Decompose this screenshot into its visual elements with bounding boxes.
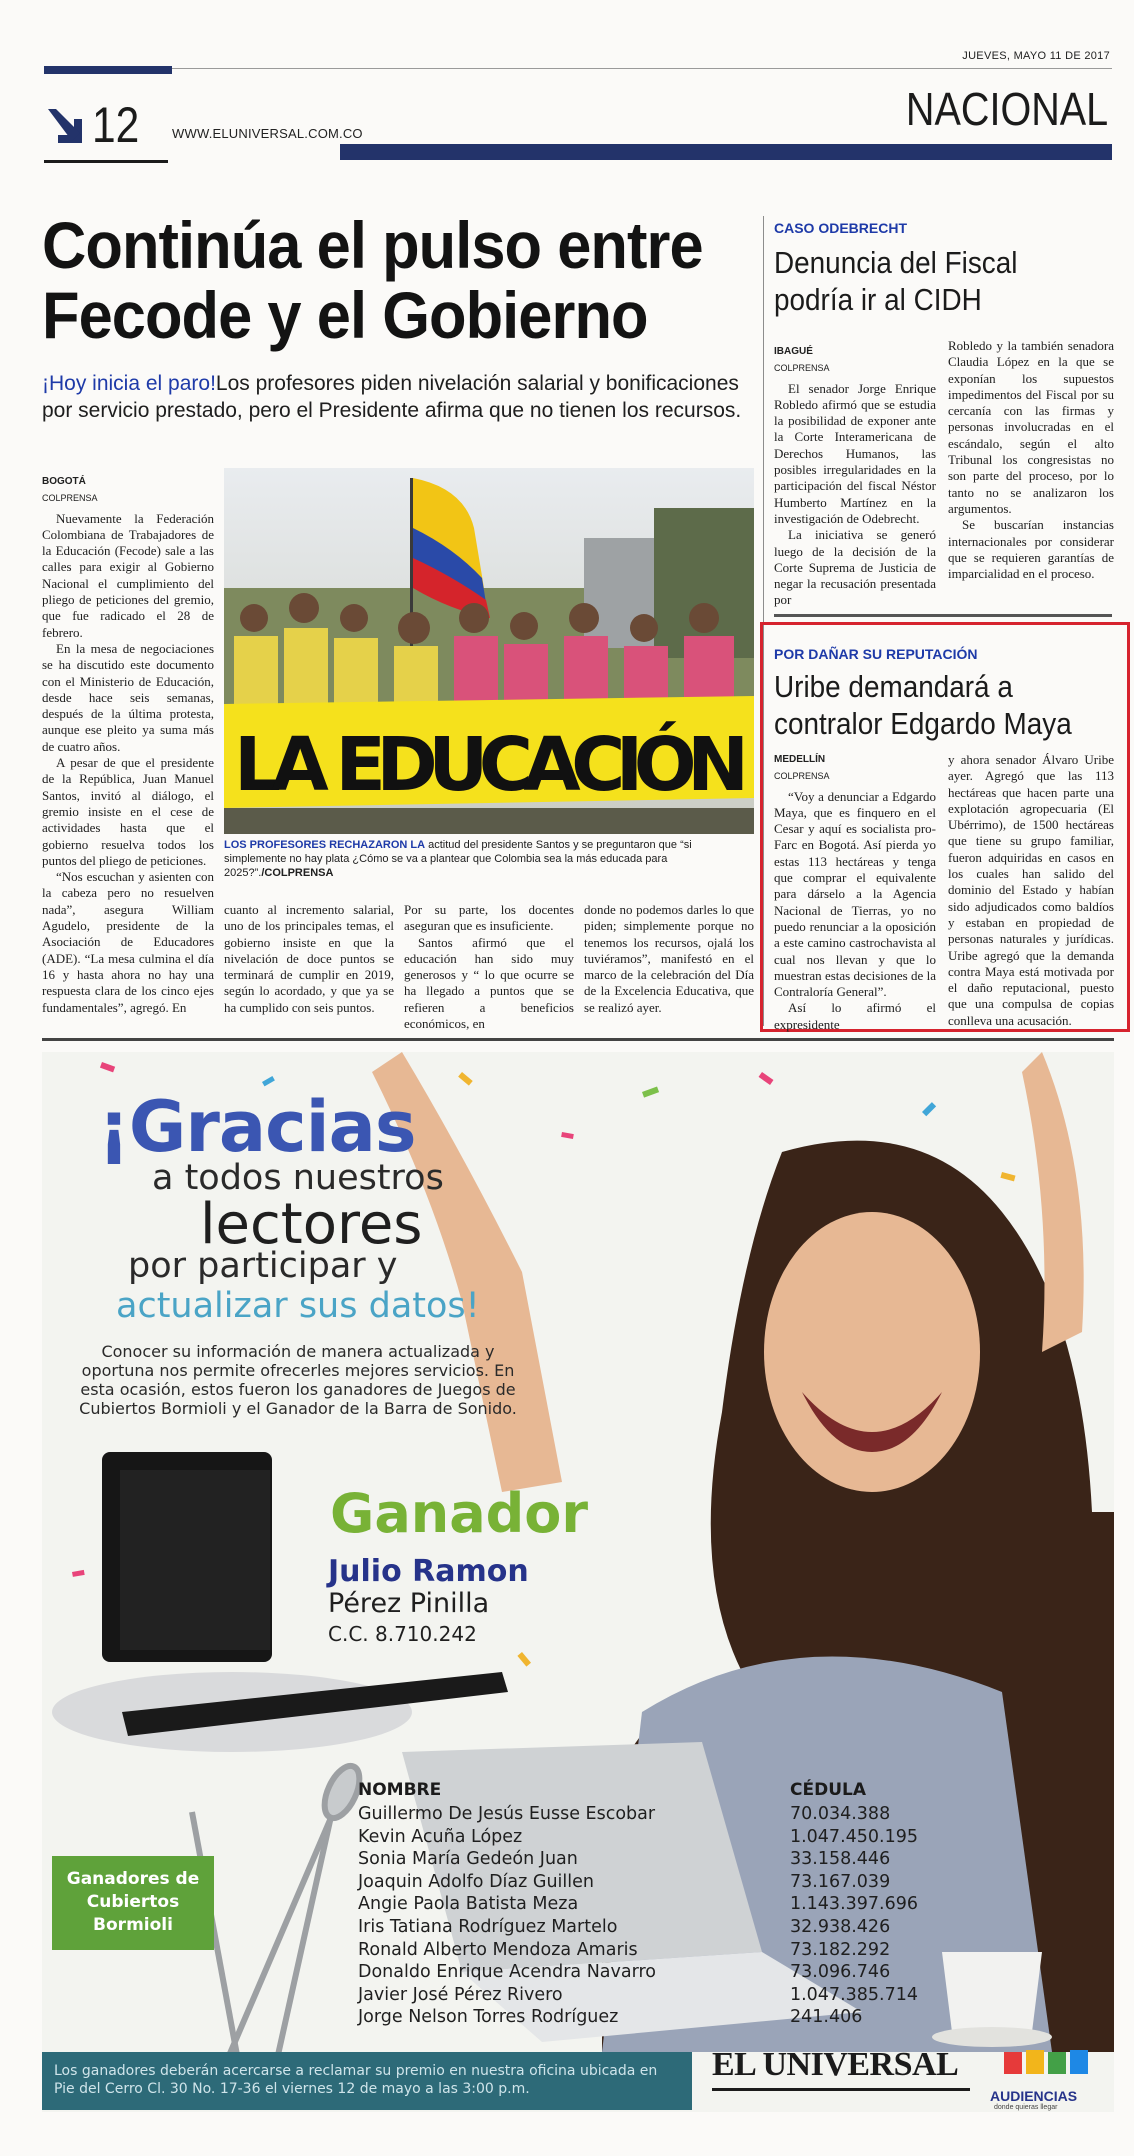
side1-kicker: CASO ODEBRECHT xyxy=(774,220,908,236)
winner-row-id: 1.047.385.714 xyxy=(789,1984,918,2005)
main-paragraph: “Nos escuchan y asienten con la cabeza pero no resuelven nada”, asegura William Agudelo, presidente de la Asociación de Educadores (ADE). “La mesa culmina el día 16 y hasta ahora no hay una respuesta clara de los cinco ejes fundamentales”, agregó. En xyxy=(42,869,214,1015)
site-url-link[interactable]: WWW.ELUNIVERSAL.COM.CO xyxy=(172,126,363,141)
ad-separator-rule xyxy=(42,1038,1114,1041)
winner-row-id: 33.158.446 xyxy=(790,1849,891,1870)
side1-paragraph: El senador Jorge Enrique Robledo afirmó que se estudia la posibilidad de exponer ante la Corte Interamericana de Derechos Humanos, las posibles irregularidades en la participación del fiscal Néstor Humberto Martínez en la investigación de Odebrecht. xyxy=(774,380,936,526)
main-column-1 xyxy=(42,474,214,1016)
el-universal-logo: EL UNIVERSAL xyxy=(712,2046,959,2083)
caption-text: actitud del presidente Santos y se preguntaron que “si simplemente no hay plata ¿Cómo se va a plantear que Colombia sea la más educada para 2025?”. xyxy=(224,839,692,879)
ad-line-3: por participar y xyxy=(128,1246,398,1286)
table-row xyxy=(358,1826,918,1849)
ad-gracias-title: ¡Gracias xyxy=(98,1086,416,1168)
logo-underline xyxy=(712,2088,970,2091)
main-column-4 xyxy=(584,902,754,1016)
header-blue-bar xyxy=(340,144,1112,160)
main-agency: COLPRENSA xyxy=(42,493,98,504)
winner-row-id: 1.143.397.696 xyxy=(789,1894,918,1915)
side1-paragraph: Se buscarían instancias internacionales por considerar que se requieren garantías de imparcialidad en el proceso. xyxy=(948,517,1114,582)
cutlery-winners-badge: Ganadores de Cubiertos Bormioli xyxy=(52,1856,214,1950)
table-row xyxy=(358,1939,918,1962)
sponsor-name: AUDIENCIAS xyxy=(990,2088,1078,2104)
table-header-id: CÉDULA xyxy=(790,1780,866,1800)
winner-row-name: Javier José Pérez Rivero xyxy=(358,1984,563,2005)
coffee-cup-illustration xyxy=(932,1952,1052,2047)
side1-paragraph: Robledo y la también senadora Claudia López en la que se exponían los supuestos impedimentos del Fiscal por su cercanía con las firmas y personas involucradas en el escándalo, según el alto Tribunal los congresistas no son parte del proceso, por lo tanto no se analizaron los argumentos. xyxy=(948,338,1114,516)
ad-line-1: a todos nuestros xyxy=(152,1158,444,1198)
winner-row-name: Jorge Nelson Torres Rodríguez xyxy=(358,2007,619,2028)
side2-headline: Uribe demandará a contralor Edgardo Maya xyxy=(774,669,1072,741)
winner-row-name: Sonia María Gedeón Juan xyxy=(358,1849,578,1870)
main-headline: Continúa el pulso entre Fecode y el Gobierno xyxy=(42,208,703,352)
winner-surname: Pérez Pinilla xyxy=(328,1588,490,1619)
winner-row-id: 73.182.292 xyxy=(790,1939,891,1960)
winner-row-name: Guillermo De Jesús Eusse Escobar xyxy=(358,1804,656,1824)
table-row xyxy=(358,1848,918,1871)
side2-paragraph: “Voy a denunciar a Edgardo Maya, que es finquero en el Cesar y aquí es socialista pro-Farc en Bogotá. Así pierda yo estas 113 hectáreas y tenga que comprar el equivalente para dárselo a la Agencia Nacional de Tierras, yo no puedo renunciar a la oposición a este camino castrochavista al cual nos llevan y que lo muestran estas decisiones de la Contraloría General”. xyxy=(774,788,936,1000)
page-number-underline xyxy=(44,160,168,163)
caption-credit: /COLPRENSA xyxy=(261,867,334,879)
banner-text: LA EDUCACIÓN xyxy=(234,722,749,808)
winner-row-id: 73.167.039 xyxy=(790,1871,891,1892)
table-header-name: NOMBRE xyxy=(358,1780,442,1800)
side1-agency: COLPRENSA xyxy=(774,363,830,374)
main-subhead xyxy=(42,370,762,424)
side2-dateline: MEDELLÍN xyxy=(774,754,826,765)
ad-paragraph: Conocer su información de manera actualizada y oportuna nos permite ofrecerles mejores servicios. En esta ocasión, estos fueron los ganadores de Juegos de Cubiertos Bormioli y el Ganador de la Barra de Sonido. xyxy=(79,1342,517,1418)
section-title: NACIONAL xyxy=(905,83,1108,135)
winner-row-name: Iris Tatiana Rodríguez Martelo xyxy=(358,1916,618,1937)
side2-agency: COLPRENSA xyxy=(774,771,830,782)
side2-column-1 xyxy=(774,752,936,1033)
table-row xyxy=(358,1916,918,1939)
header-accent-bar xyxy=(44,66,172,74)
winner-row-id: 32.938.426 xyxy=(790,1916,891,1937)
winner-row-name: Kevin Acuña López xyxy=(358,1826,523,1847)
main-paragraph: A pesar de que el presidente de la República, Juan Manuel Santos, invitó al diálogo, el gremio insiste en el cese de actividades hasta que el gobierno resuelva todos los puntos del pliego de peticiones. xyxy=(42,755,214,868)
table-row xyxy=(358,1871,918,1894)
side1-headline: Denuncia del Fiscal podría ir al CIDH xyxy=(774,245,1018,317)
main-column-3 xyxy=(404,902,574,1032)
table-row xyxy=(358,1984,918,2007)
table-row xyxy=(358,1961,918,1984)
main-paragraph: En la mesa de negociaciones se ha discutido este documento con el Ministerio de Educación, desde hace seis semanas, después de la última protesta, aunque ese pleito ya suma más de cuatro años. xyxy=(42,640,214,754)
side-separator xyxy=(774,614,1112,617)
main-paragraph: Santos afirmó que el educación han sido muy generosos y “ lo que ocurre se ha llegado a puntos que se refieren a beneficios económicos, en xyxy=(404,934,574,1032)
page-arrow-icon xyxy=(44,105,90,151)
winner-row-id: 73.096.746 xyxy=(790,1962,891,1983)
winner-row-id: 241.406 xyxy=(790,2007,863,2028)
winner-row-name: Donaldo Enrique Acendra Navarro xyxy=(358,1962,657,1983)
ad-line-2: lectores xyxy=(200,1192,423,1257)
subhead-text: Los profesores piden nivelación salarial y bonificaciones por servicio prestado, pero el Presidente afirma que no tienen los recursos. xyxy=(42,372,742,422)
winner-row-name: Joaquin Adolfo Díaz Guillen xyxy=(358,1871,594,1892)
main-paragraph: donde no podemos darles lo que piden; simplemente porque no tenemos los recursos, ojalá los tuviéramos”, manifestó en el marco de la celebración del Día de la Excelencia Educativa, que se realizó ayer. xyxy=(584,902,754,1015)
ad-line-4: actualizar sus datos! xyxy=(116,1286,480,1326)
side2-paragraph: Así lo afirmó el expresidente xyxy=(774,1000,936,1032)
table-row xyxy=(358,2006,918,2029)
main-column-2 xyxy=(224,902,394,1016)
main-paragraph: Por su parte, los docentes aseguran que es insuficiente. xyxy=(404,902,574,934)
winner-row-id: 70.034.388 xyxy=(790,1804,891,1824)
sponsor-tagline: donde quieras llegar xyxy=(994,2104,1058,2111)
side2-kicker: POR DAÑAR SU REPUTACIÓN xyxy=(774,646,978,662)
side1-column-1 xyxy=(774,344,936,609)
winner-row-id: 1.047.450.195 xyxy=(789,1826,918,1847)
winners-table xyxy=(358,1803,918,2029)
winner-row-name: Angie Paola Batista Meza xyxy=(358,1894,579,1915)
winner-label: Ganador xyxy=(330,1482,589,1545)
winner-row-name: Ronald Alberto Mendoza Amaris xyxy=(358,1939,638,1960)
protest-photo xyxy=(224,468,754,834)
winner-id: C.C. 8.710.242 xyxy=(328,1622,477,1646)
table-row xyxy=(358,1893,918,1916)
main-dateline: BOGOTÁ xyxy=(42,476,86,487)
side1-column-2 xyxy=(948,338,1114,582)
side1-dateline: IBAGUÉ xyxy=(774,346,813,357)
header-rule xyxy=(172,68,1112,69)
side1-paragraph: La iniciativa se generó luego de la decisión de la Corte Suprema de Justicia de negar la recusación presentada por xyxy=(774,527,936,608)
main-paragraph: Nuevamente la Federación Colombiana de Trabajadores de la Educación (Fecode) sale a las calles para exigir al Gobierno Nacional el cumplimiento del pliego de peticiones del gremio, que fue radicado el 28 de febrero. xyxy=(42,510,214,640)
subhead-kicker: ¡Hoy inicia el paro! xyxy=(42,372,216,395)
caption-lead: LOS PROFESORES RECHAZARON LA xyxy=(224,839,426,851)
issue-date: JUEVES, MAYO 11 DE 2017 xyxy=(962,50,1110,62)
table-row xyxy=(358,1803,918,1826)
protest-photo-illustration xyxy=(224,468,754,834)
page-number: 12 xyxy=(92,97,140,153)
winner-name: Julio Ramon xyxy=(328,1554,529,1589)
side2-paragraph: y ahora senador Álvaro Uribe ayer. Agregó que las 113 hectáreas que hacen parte una explotación agropecuaria (El Ubérrimo), de 1500 hectáreas que tiene su grupo familiar, fueron adquiridas en casos en los cuales han salido del dominio del Estado y habían sido adjudicados como baldíos y estaban en propiedad de personas naturales y jurídicas. Uribe agregó que la demanda contra Maya está motivada por el daño reputacional, puesto que una compulsa de copias conlleva una acusación. xyxy=(948,752,1114,1028)
ad-footer-note: Los ganadores deberán acercarse a reclamar su premio en nuestra oficina ubicada en Pie del Cerro Cl. 30 No. 17-36 el viernes 12 de mayo a las 3:00 p.m. xyxy=(42,2052,692,2110)
main-paragraph: cuanto al incremento salarial, uno de los principales temas, el gobierno insiste en que la nivelación de doce puntos se terminará de cumplir en 2019, según lo acordado, y que ya se ha cumplido con seis puntos. xyxy=(224,902,394,1015)
photo-caption xyxy=(224,838,754,880)
side2-column-2 xyxy=(948,752,1114,1029)
